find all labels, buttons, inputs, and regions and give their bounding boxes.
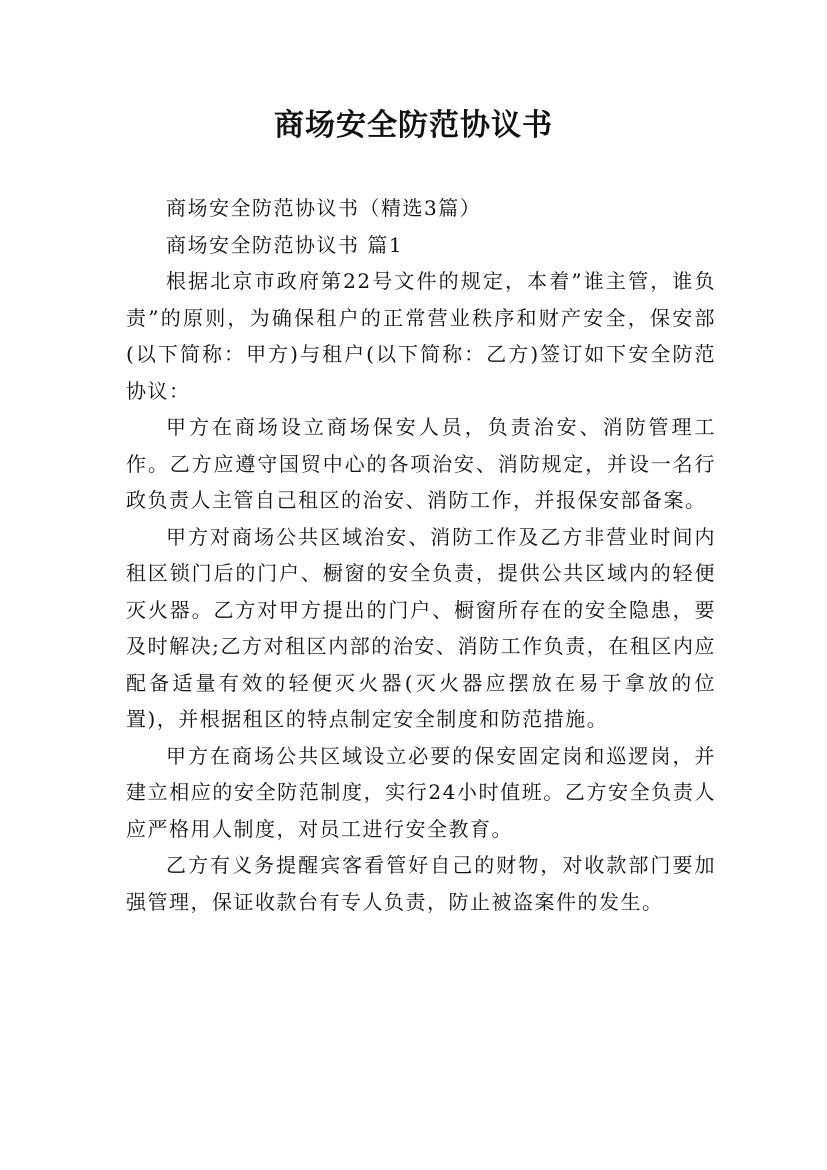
paragraph-clause-1: 甲方在商场设立商场保安人员，负责治安、消防管理工作。乙方应遵守国贸中心的各项治安、消防规定，并设一名行政负责人主管自己租区的治安、消防工作，并报保安部备案。 <box>126 415 716 512</box>
paragraph-clause-2: 甲方对商场公共区域治安、消防工作及乙方非营业时间内租区锁门后的门户、橱窗的安全负责，提供公共区域内的轻便灭火器。乙方对甲方提出的门户、橱窗所存在的安全隐患，要及时解决;乙方对租区内部的治安、消防工作负责，在租区内应配备适量有效的轻便灭火器(灭火器应摆放在易于拿放的位置)，并根据租区的特点制定安全制度和防范措施。 <box>126 524 716 731</box>
document-title: 商场安全防范协议书 <box>274 108 553 143</box>
paragraph-subtitle: 商场安全防范协议书（精选3篇） <box>166 196 482 220</box>
paragraph-clause-4: 乙方有义务提醒宾客看管好自己的财物，对收款部门要加强管理，保证收款台有专人负责，防止被盗案件的发生。 <box>126 853 716 914</box>
paragraph-section-heading: 商场安全防范协议书 篇1 <box>166 232 404 257</box>
paragraph-clause-3: 甲方在商场公共区域设立必要的保安固定岗和巡逻岗，并建立相应的安全防范制度，实行24小时值班。乙方安全负责人应严格用人制度，对员工进行安全教育。 <box>126 743 716 841</box>
document-body <box>126 190 716 920</box>
paragraph-intro: 根据北京市政府第22号文件的规定，本着”谁主管，谁负责”的原则，为确保租户的正常营业秩序和财产安全，保安部(以下简称：甲方)与租户(以下简称：乙方)签订如下安全防范协议： <box>126 269 716 403</box>
